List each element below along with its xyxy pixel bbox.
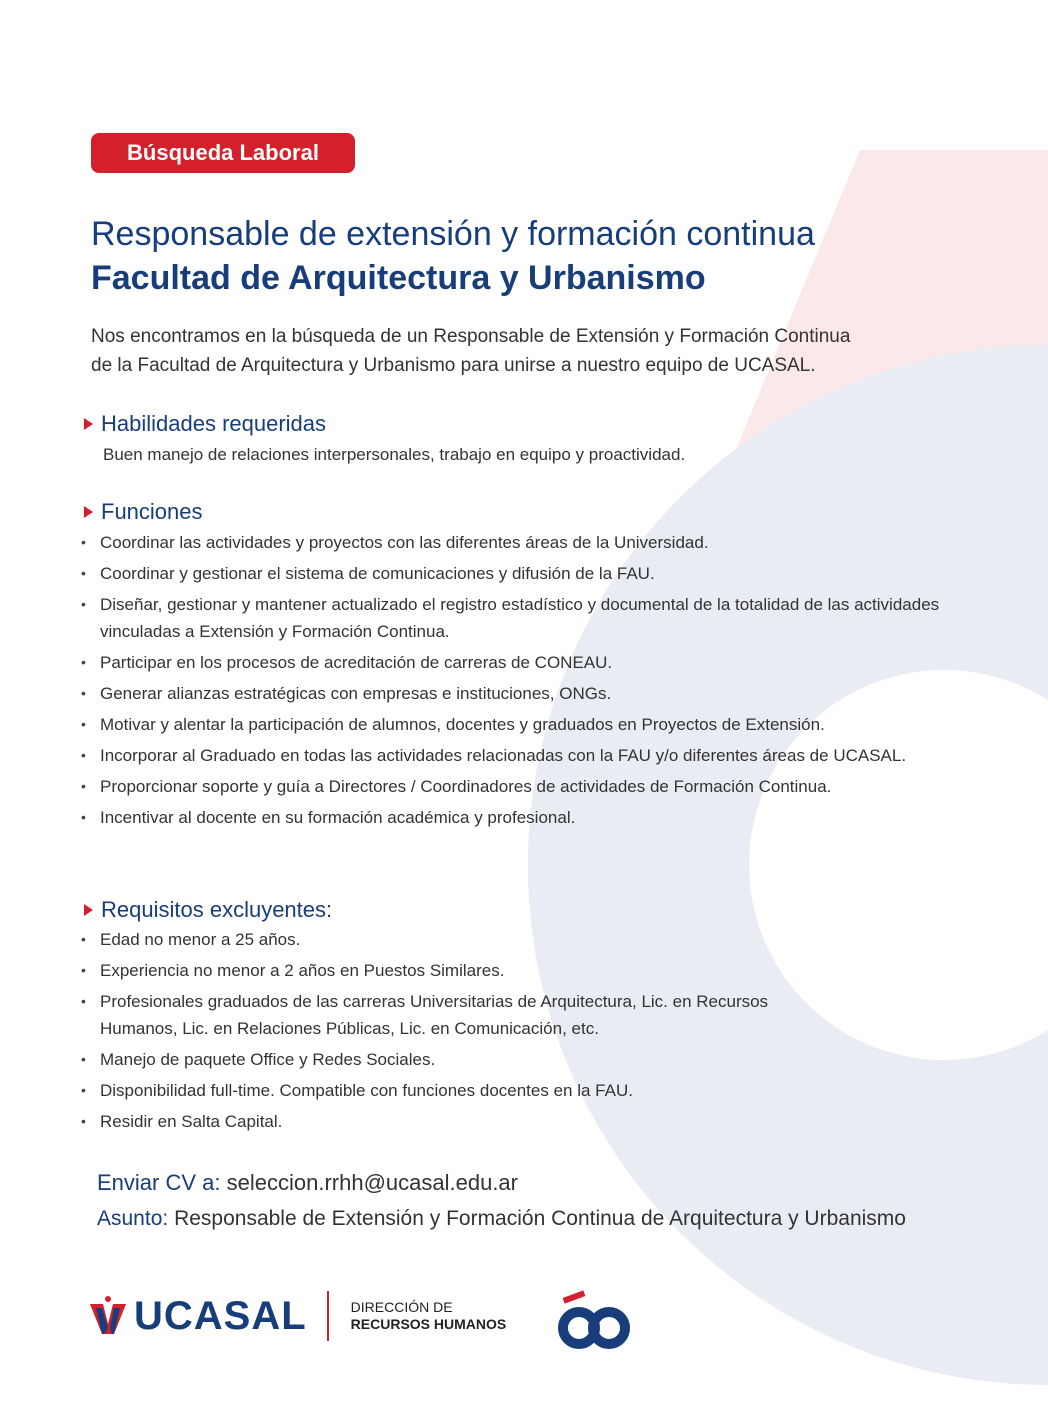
intro-line-2: de la Facultad de Arquitectura y Urbanismo para unirse a nuestro equipo de UCASAL. (91, 355, 816, 376)
intro-line-1: Nos encontramos en la búsqueda de un Responsable de Extensión y Formación Continua (91, 326, 851, 347)
title-line-1: Responsable de extensión y formación continua (91, 215, 815, 253)
bullet-icon: • (81, 747, 86, 763)
cv-contact (97, 1168, 518, 1198)
bullet-icon: • (81, 931, 86, 947)
bullet-icon: • (81, 962, 86, 978)
dept-line-1: DIRECCIÓN DE (350, 1299, 453, 1315)
subject-line (97, 1204, 906, 1234)
bullet-icon: • (81, 778, 86, 794)
skills-heading-text: Habilidades requeridas (101, 411, 327, 436)
bullet-icon: • (81, 654, 86, 670)
list-item: • Participar en los procesos de acreditación de carreras de CONEAU. (0, 649, 1040, 676)
list-item: • Generar alianzas estratégicas con empresas e instituciones, ONGs. (0, 680, 1040, 707)
cv-email[interactable]: seleccion.rrhh@ucasal.edu.ar (226, 1170, 518, 1195)
triangle-bullet-icon (84, 506, 93, 518)
dept-line-2: RECURSOS HUMANOS (350, 1316, 507, 1332)
functions-heading-text: Funciones (101, 499, 203, 524)
bullet-icon: • (81, 1082, 86, 1098)
skills-heading (84, 410, 326, 438)
bullet-icon: • (81, 534, 86, 550)
list-item: • Diseñar, gestionar y mantener actualizado el registro estadístico y documental de la totalidad de las actividades vinculadas a Extensión y Formación Continua. (0, 591, 1000, 645)
list-item: • Profesionales graduados de las carreras Universitarias de Arquitectura, Lic. en Recursos Humanos, Lic. en Relaciones Públicas, Lic. en Comunicación, etc. (0, 988, 800, 1042)
list-item: • Manejo de paquete Office y Redes Sociales. (0, 1046, 1040, 1073)
ucasal-logo (90, 1290, 506, 1342)
bullet-icon: • (81, 993, 86, 1009)
intro-text (91, 322, 991, 380)
list-item: • Motivar y alentar la participación de alumnos, docentes y graduados en Proyectos de Extensión. (0, 711, 1040, 738)
list-item: • Coordinar las actividades y proyectos con las diferentes áreas de la Universidad. (0, 529, 1040, 556)
requirements-list (0, 926, 1040, 1139)
bullet-icon: • (81, 565, 86, 581)
list-item: • Disponibilidad full-time. Compatible con funciones docentes en la FAU. (0, 1077, 1040, 1104)
ucasal-wordmark: UCASAL (134, 1293, 307, 1338)
sixty-years-logo-icon (555, 1290, 635, 1350)
page-title (91, 212, 1021, 300)
triangle-bullet-icon (84, 904, 93, 916)
skills-text: Buen manejo de relaciones interpersonales, trabajo en equipo y proactividad. (103, 445, 686, 464)
cv-label: Enviar CV a: (97, 1170, 221, 1195)
list-item: • Proporcionar soporte y guía a Directores / Coordinadores de actividades de Formación Continua. (0, 773, 1040, 800)
bullet-icon: • (81, 596, 86, 612)
list-item: • Incorporar al Graduado en todas las actividades relacionadas con la FAU y/o diferentes áreas de UCASAL. (0, 742, 1040, 769)
list-item: • Edad no menor a 25 años. (0, 926, 1040, 953)
list-item: • Incentivar al docente en su formación académica y profesional. (0, 804, 1040, 831)
title-line-2: Facultad de Arquitectura y Urbanismo (91, 259, 706, 297)
list-item: • Residir en Salta Capital. (0, 1108, 1040, 1135)
bullet-icon: • (81, 809, 86, 825)
bullet-icon: • (81, 1051, 86, 1067)
functions-list (0, 529, 1040, 835)
requirements-heading (84, 896, 332, 924)
requirements-heading-text: Requisitos excluyentes: (101, 897, 333, 922)
job-search-badge: Búsqueda Laboral (91, 133, 355, 173)
subject-label: Asunto: (97, 1207, 169, 1230)
divider (327, 1291, 329, 1341)
list-item: • Coordinar y gestionar el sistema de comunicaciones y difusión de la FAU. (0, 560, 1040, 587)
list-item: • Experiencia no menor a 2 años en Puestos Similares. (0, 957, 1040, 984)
subject-value: Responsable de Extensión y Formación Continua de Arquitectura y Urbanismo (174, 1207, 906, 1230)
rrhh-department (351, 1299, 507, 1333)
bullet-icon: • (81, 1113, 86, 1129)
ucasal-shield-icon (90, 1294, 126, 1338)
triangle-bullet-icon (84, 418, 93, 430)
bullet-icon: • (81, 716, 86, 732)
functions-heading (84, 498, 203, 526)
bullet-icon: • (81, 685, 86, 701)
